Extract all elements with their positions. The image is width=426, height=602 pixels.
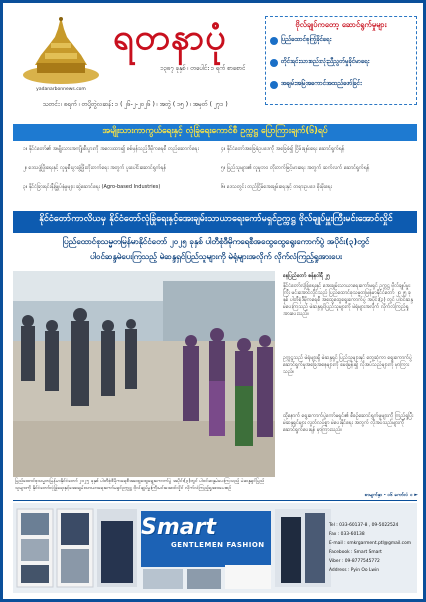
sub-headline: ပြည်ထောင်စုသမ္မတမြန်မာနိုင်ငံတော် ၂၀၂၅ ခုနှစ် ပါတီစုံဒီမိုကရေစီအထွေထွေရွေးကောက်ပွဲ အပိုင်း(၃)တွင် (62, 237, 370, 246)
bullet-icon (270, 81, 278, 89)
sub-headline-2: ပါဝင်ဆန္ဒမဲပေးကြသည့် မဲဆန္ဒရှင်ပြည်သူများကို မဲရုံများအလိုက် လိုက်လံကြည့်ရှုအားပေး (90, 252, 342, 261)
point-2: ၂။ ဒေသဖွံ့ဖြိုးရေးနှင့် လူမှုစီးပွားဖွံ့ဖြိုးတိုးတက်ရေး အတွက် ပူးပေါင်းဆောင်ရွက်ရန် (23, 165, 167, 171)
body-paragraph: နိုင်ငံတော်လုံခြုံရေးနှင့် အေးချမ်းသာယာရေးကော်မရှင် ဥက္ကဋ္ဌ ဗိုလ်ချုပ်မှူးကြီး မင်းအောင်လှိုင်သည် ပြည်ထောင်စုသမ္မတမြန်မာနိုင်ငံတော် ၂၀၂၅ ခုနှစ် ပါတီစုံဒီမိုကရေစီ အထွေထွေရွေးကောက်ပွဲ အပိုင်း(၃) တွင် ပါဝင်ဆန္ဒမဲပေးကြသည့် မဲဆန္ဒရှင်ပြည်သူများကို မဲရုံများအလိုက် လိုက်လံကြည့်ရှုအားပေးသည်။ (283, 283, 414, 318)
ad-contact: Facebook : Smart Smart (329, 550, 382, 555)
point-1: ၁။ နိုင်ငံတော်၏ အမျိုးသားအကျိုးစီးပွားကို အလေးထား၍ စစ်မှန်သည့်ဒီမိုကရေစီ တည်ဆောက်ရေး (23, 146, 199, 152)
point-6: ၆။ ဒေသတွင်း တည်ငြိမ်အေးချမ်းရေးနှင့် တရားဥပဒေ စိုးမိုးရေး (221, 184, 332, 190)
ad-contact: Tel : 033-60137-8 , 09-5022524 (329, 523, 399, 528)
continued-link[interactable]: စာမျက်နှာ - ၁၆ ကော်လံ ၁ ► (364, 493, 418, 498)
pagoda-logo-icon (21, 15, 101, 87)
issue-line: သတင်း ၊ ၈ရက် ၊ တပို့တွဲလဆန်း ၁ ( ၂၆-၂-၂၀၂၆ ) ၊ အတွဲ ( ၁၅ ) ၊ အမှတ် ( ၂၇၁ ) (43, 101, 228, 108)
bullet-icon (270, 59, 278, 67)
body-paragraph: ထို့နောက် ရွေးကောက်ပွဲကော်မရှင်၏ စီစဉ်ဆောင်ရွက်မှုများကို ကြည့်ရှုပြီး မဲဆန္ဒရှင်များ လွတ်လပ်စွာ မဲပေးနိုင်ရေး အတွက် လိုအပ်သည်များကို ဆောင်ရွက်ပေးရန် မှာကြားသည်။ (283, 413, 414, 434)
date-line: ၁၃၈၇ ခုနှစ် ၊ တပေါင်း ၁ ရက် စာစောင် (160, 65, 246, 72)
highlights-title: ဗိုလ်ချုပ်ကတော့ ဆောင်ရွက်မှုများ (295, 20, 387, 29)
point-5: ၅။ ပြည်သူများ၏ လူမှုဘဝ တိုးတက်မြင့်မားရေး အတွက် ဆက်လက် ဆောင်ရွက်ရန် (221, 165, 370, 171)
ad-tagline: GENTLEMEN FASHION (171, 541, 265, 549)
ad-contact: E-mail : smkrgarment.ptl@gmail.com (329, 541, 412, 546)
point-4: ၄။ နိုင်ငံတော်အခြေခံဥပဒေကို အခြေခံ၍ ငြိမ်းချမ်းရေး ဆောင်ရွက်ရန် (221, 146, 345, 152)
ad-contact: Viber : 09-8777545772 (329, 559, 380, 564)
newspaper-title: ရတနာပုံ (113, 16, 227, 58)
ad-brand: Smart (141, 515, 216, 540)
main-headline: နိုင်ငံတော်ကာလိယမှ နိုင်ငံတော်လုံခြုံရေးနှင့်အေးချမ်းသာယာရေးကော်မရှင်ဥက္ကဋ္ဌ ဗိုလ်ချုပ်မှူးကြီးမင်းအောင်လှိုင် (39, 214, 393, 224)
highlight-item: တိုင်းရင်းသားစည်းလုံးညီညွတ်မှုခိုင်မာရေး (281, 58, 370, 65)
top-story-headline: အမျိုးသားကာကွယ်ရေးနှင့် လုံခြုံရေးကောင်စီ ဥက္ကဋ္ဌ ပြောကြားချက်(၆)ရပ် (102, 126, 328, 136)
website-url: yadanarbonnews.com (36, 87, 86, 92)
news-photo (13, 271, 275, 477)
ad-contact: Fax : 033-60138 (329, 532, 365, 537)
dateline: နေပြည်တော် ဇန်နဝါရီ ၂၅ (283, 273, 330, 279)
highlight-item: ပြည်ထောင်စုကြံ့ခိုင်ရေး (281, 36, 332, 43)
highlight-item: အချမ်းအမြဲအကောင်အထည်ဖော်ခြင်း (281, 80, 362, 87)
body-paragraph: ဥက္ကဋ္ဌသည် မဲရုံများရှိ မဲဆန္ဒရှင် ပြည်သူများနှင့် တွေ့ဆုံကာ ရွေးကောက်ပွဲ ဆောင်ရွက်မှုအခြေအနေများကို မေးမြန်း၍ လိုအပ်သည်များကို မှာကြားသည်။ (283, 355, 412, 376)
point-3: ၃။ နိုင်ငံခြားရင်းနှီးမြှုပ်နှံမှုများ ဆွဲဆောင်ရေး (Agro-based Industries) (23, 184, 161, 190)
bullet-icon (270, 37, 278, 45)
photo-caption: ပြည်ထောင်စုသမ္မတမြန်မာနိုင်ငံတော် ၂၀၂၅ ခုနှစ် ပါတီစုံဒီမိုကရေစီအထွေထွေရွေးကောက်ပွဲ အပိုင်း(၃)တွင် ပါဝင်ဆန္ဒမဲပေးကြသည့် မဲဆန္ဒရှင်ပြည်သူများကို နိုင်ငံတော်လုံခြုံရေးနှင့်အေးချမ်းသာယာရေးကော်မရှင်ဥက္ကဋ္ဌ ဗိုလ်ချုပ်မှူးကြီးမင်းအောင်လှိုင် လိုက်လံကြည့်ရှုအားပေးစဉ် (15, 479, 265, 491)
ad-contact: Address : Pyin Oo Lwin (329, 568, 379, 573)
divider (13, 500, 417, 501)
